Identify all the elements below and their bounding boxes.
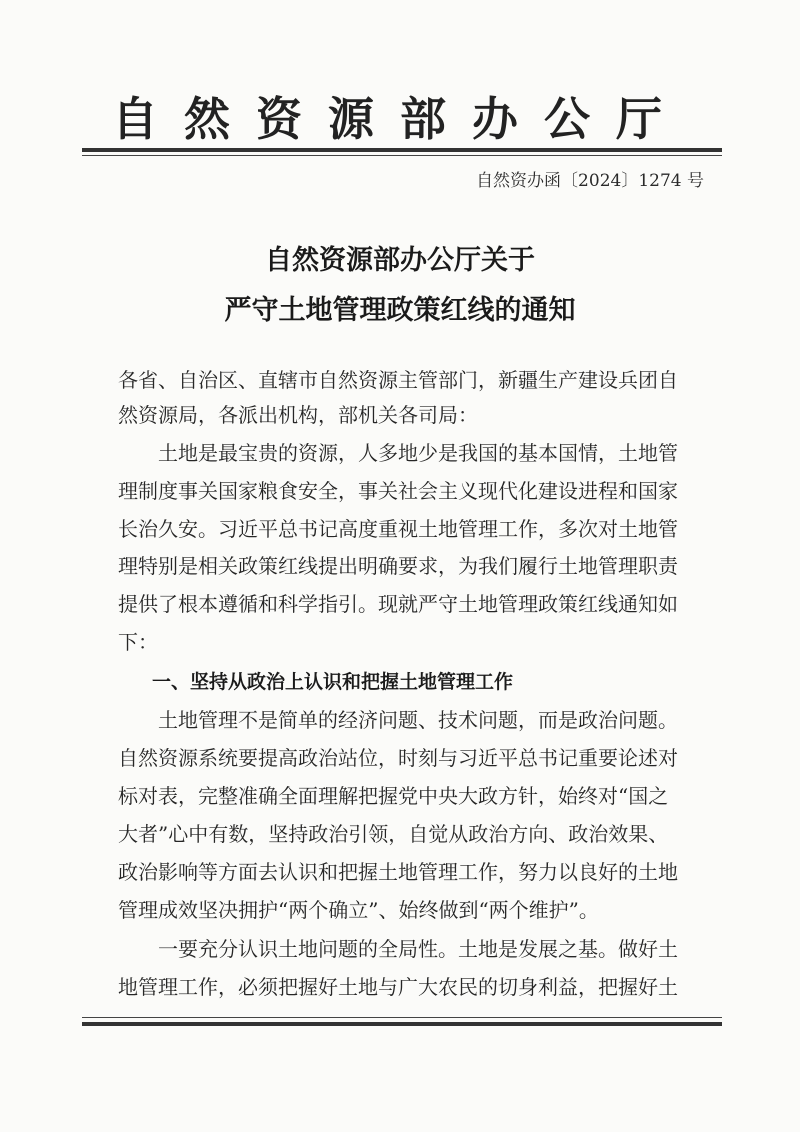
body-line: 大者”心中有数，坚持政治引领，自觉从政治方向、政治效果、 xyxy=(118,822,669,846)
body-line: 理特别是相关政策红线提出明确要求，为我们履行土地管理职责 xyxy=(118,554,678,578)
body-line: 管理成效坚决拥护“两个确立”、始终做到“两个维护”。 xyxy=(118,898,599,922)
body-line: 提供了根本遵循和科学指引。现就严守土地管理政策红线通知如 xyxy=(118,592,678,616)
issuing-organization: 自然资源部办公厅 xyxy=(112,92,688,146)
footer-rule-thin xyxy=(82,1017,722,1018)
body-line: 地管理工作，必须把握好土地与广大农民的切身利益，把握好土 xyxy=(118,975,678,999)
body-line: 一要充分认识土地问题的全局性。土地是发展之基。做好土 xyxy=(118,937,678,961)
body-line: 自然资源系统要提高政治站位，时刻与习近平总书记重要论述对 xyxy=(118,746,678,770)
body-line: 标对表，完整准确全面理解把握党中央大政方针，始终对“国之 xyxy=(118,784,669,808)
footer-rule-thick xyxy=(82,1022,722,1026)
body-line: 理制度事关国家粮食安全，事关社会主义现代化建设进程和国家 xyxy=(118,479,678,503)
body-line: 各省、自治区、直辖市自然资源主管部门，新疆生产建设兵团自 xyxy=(118,368,678,392)
section-heading: 一、坚持从政治上认识和把握土地管理工作 xyxy=(152,671,514,693)
title-line-2: 严守土地管理政策红线的通知 xyxy=(224,295,576,326)
body-line: 长治久安。习近平总书记高度重视土地管理工作，多次对土地管 xyxy=(118,517,678,541)
body-line: 下： xyxy=(118,630,158,654)
body-line: 然资源局，各派出机构，部机关各司局： xyxy=(118,403,478,427)
title-line-1: 自然资源部办公厅关于 xyxy=(265,245,535,276)
header-rule-thick xyxy=(82,148,722,152)
document-number: 自然资办函〔2024〕1274 号 xyxy=(476,171,704,191)
body-line: 土地管理不是简单的经济问题、技术问题，而是政治问题。 xyxy=(118,708,678,732)
body-line: 土地是最宝贵的资源，人多地少是我国的基本国情，土地管 xyxy=(118,441,678,465)
body-line: 政治影响等方面去认识和把握土地管理工作，努力以良好的土地 xyxy=(118,860,678,884)
header-rule-thin xyxy=(82,155,722,156)
